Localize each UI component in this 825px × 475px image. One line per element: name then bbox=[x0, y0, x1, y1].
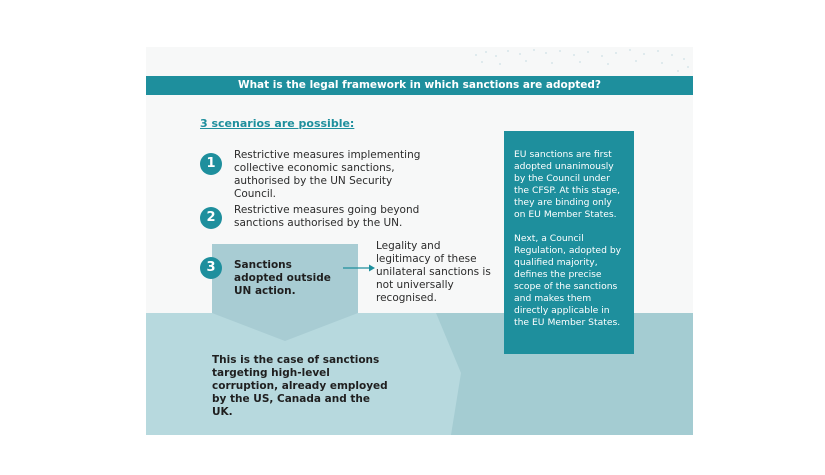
eu-sanctions-info-box bbox=[504, 131, 634, 354]
arrow-right-icon bbox=[343, 263, 375, 273]
scenario-1-text: Restrictive measures implementing collective economic sanctions, authorised by the UN Security Council. bbox=[234, 149, 421, 200]
corruption-sanctions-note: This is the case of sanctions targeting high-level corruption, already employed by the US, Canada and the UK. bbox=[212, 354, 388, 418]
infographic-card bbox=[146, 47, 693, 435]
scenario-2-text: Restrictive measures going beyond sanctions authorised by the UN. bbox=[234, 204, 420, 229]
header-title: What is the legal framework in which sanctions are adopted? bbox=[146, 76, 693, 95]
subtitle: 3 scenarios are possible: bbox=[200, 117, 355, 130]
scenario-2-number-badge: 2 bbox=[200, 207, 222, 229]
legality-note: Legality and legitimacy of these unilateral sanctions is not universally recognised. bbox=[376, 240, 491, 304]
scenario-3-number-badge: 3 bbox=[200, 257, 222, 279]
scenario-1-number-badge: 1 bbox=[200, 153, 222, 175]
scenario-3-text: Sanctions adopted outside UN action. bbox=[234, 259, 331, 297]
eu-box-paragraph-1: EU sanctions are first adopted unanimously by the Council under the CFSP. At this stage, they are binding only on EU Member States. bbox=[514, 149, 621, 220]
eu-box-paragraph-2: Next, a Council Regulation, adopted by qualified majority, defines the precise scope of the sanctions and makes them directly applicable in the EU Member States. bbox=[514, 233, 622, 328]
